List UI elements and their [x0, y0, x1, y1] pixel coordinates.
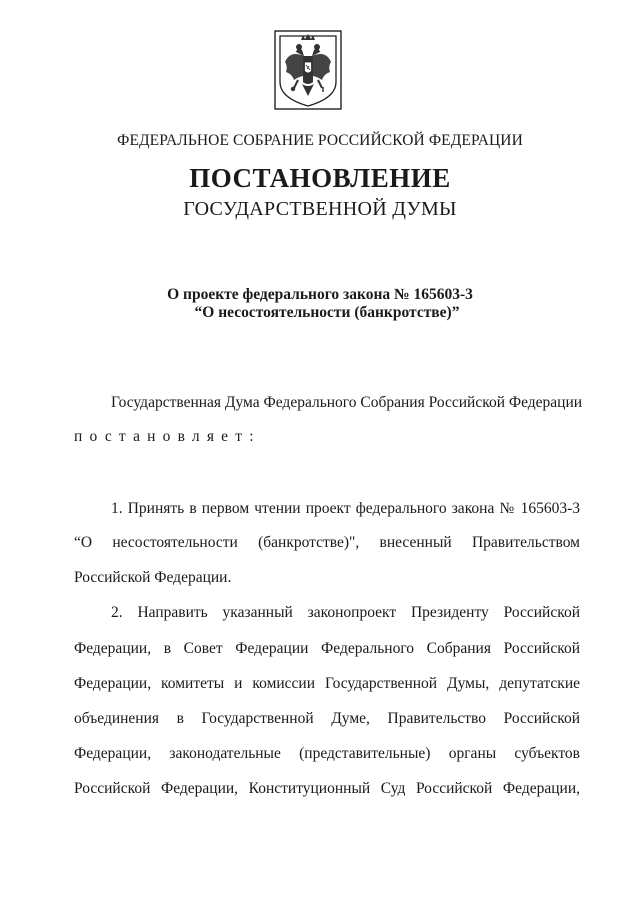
subject-line-1: О проекте федерального закона № 165603-3: [167, 286, 473, 303]
item-2-line-4: объединения в Государственной Думе, Правительство Российской: [74, 710, 580, 727]
preamble-text: Государственная Дума Федерального Собрания Российской Федерации: [111, 394, 583, 411]
item-1-line-2: “О несостоятельности (банкротстве)", внесенный Правительством: [74, 534, 580, 551]
item-2-line-1: 2. Направить указанный законопроект Президенту Российской: [111, 604, 580, 621]
subject-line-2: “О несостоятельности (банкротстве)”: [194, 304, 460, 321]
decree-word: постановляет:: [74, 428, 261, 445]
item-2-line-5: Федерации, законодательные (представительные) органы субъектов: [74, 745, 580, 762]
document-subject: [0, 286, 640, 322]
item-1-line-3: Российской Федерации.: [74, 569, 232, 586]
item-1-line-1: 1. Принять в первом чтении проект федерального закона № 165603-3: [111, 500, 580, 517]
federal-assembly-heading: ФЕДЕРАЛЬНОЕ СОБРАНИЕ РОССИЙСКОЙ ФЕДЕРАЦИИ: [117, 132, 523, 149]
item-2-line-3: Федерации, комитеты и комиссии Государственной Думы, депутатские: [74, 675, 580, 692]
coat-of-arms-emblem: [274, 30, 342, 110]
russian-coat-of-arms-icon: [274, 30, 342, 110]
item-2-line-6: Российской Федерации, Конституционный Суд Российской Федерации,: [74, 780, 580, 797]
document-type-title: ПОСТАНОВЛЕНИЕ: [189, 163, 451, 193]
issuing-body-title: ГОСУДАРСТВЕННОЙ ДУМЫ: [183, 198, 457, 220]
item-2-line-2: Федерации, в Совет Федерации Федерального Собрания Российской: [74, 640, 580, 657]
